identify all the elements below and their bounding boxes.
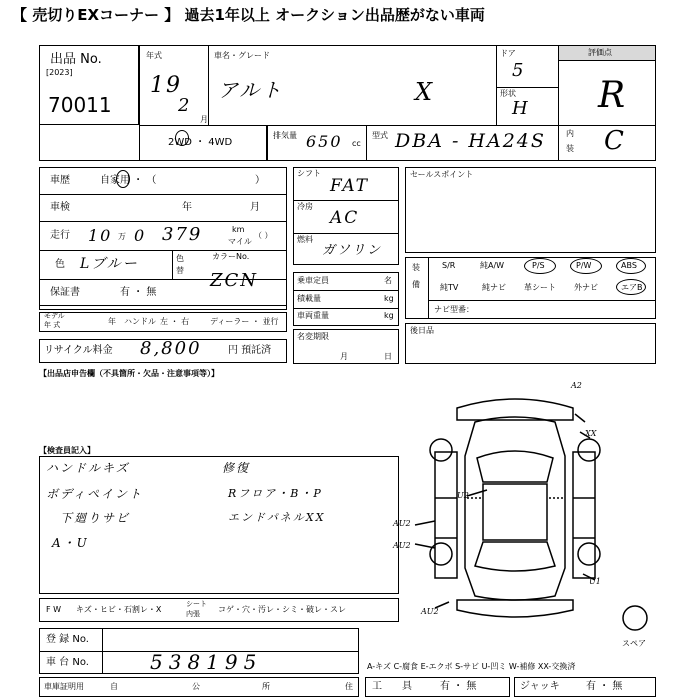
handle-label: ハンドル <box>124 317 156 326</box>
car-name: アルト <box>218 78 284 102</box>
capacity-label: 乗車定員 <box>297 276 329 285</box>
inspector-note: ボディペイント <box>46 487 144 501</box>
damage-mark: AU2 <box>393 519 411 528</box>
damage-mark: A2 <box>571 381 582 390</box>
inspector-note: エンドパネルXX <box>228 511 326 524</box>
recycle-unit: 円 預託済 <box>228 345 272 356</box>
damage-mark: XX <box>585 429 597 438</box>
damage-legend: A-キズ C-腐食 E-エクボ S-サビ U-凹ミ W-補修 XX-交換済 <box>367 662 576 671</box>
inspector-note: 修復 <box>222 461 251 475</box>
model-year-label-1: モデル <box>44 312 65 320</box>
weight-unit: kg <box>384 311 394 320</box>
shape-value: H <box>512 98 530 119</box>
tools-value: 有 ・ 無 <box>440 681 477 692</box>
mileage-value: 0 <box>134 226 147 245</box>
mileage-label: 走行 <box>50 230 70 241</box>
mileage-rest: 379 <box>162 224 203 245</box>
header-banner <box>0 0 700 30</box>
inspector-note: 下廻りサビ <box>60 511 131 525</box>
inspector-label: 【検査員記入】 <box>39 446 95 455</box>
fuel-value: ガソリン <box>322 243 383 258</box>
jack-label: ジャッキ <box>520 681 560 692</box>
capacity-unit: 名 <box>384 276 392 285</box>
fw-items: キズ・ヒビ・石割レ・X <box>76 605 162 614</box>
model-year-label-2: 年 式 <box>44 321 61 329</box>
color-no-label: カラーNo. <box>212 252 250 261</box>
equip-tv: 純TV <box>440 283 459 292</box>
interior-value: C <box>604 126 626 156</box>
inspector-notes-box <box>39 456 399 594</box>
seat-items: コゲ・穴・汚レ・シミ・破レ・スレ <box>218 605 346 614</box>
equip-alloy: 純A/W <box>480 261 505 270</box>
registration-deadline-month: 月 <box>340 352 348 361</box>
model-value: DBA - HA24S <box>395 130 546 152</box>
interior-label-2: 装 <box>566 144 574 153</box>
equip-sr: S/R <box>442 261 456 270</box>
mileage-unit-mile: マイル <box>228 237 252 246</box>
lot-number: 70011 <box>48 93 112 117</box>
ac-value: AC <box>330 208 360 228</box>
color-no-value: ZCN <box>210 270 259 291</box>
inspector-note: Rフロア・B・P <box>228 487 323 500</box>
ac-label: 冷房 <box>297 202 313 211</box>
jack-value: 有 ・ 無 <box>586 681 623 692</box>
dealer-options: ディーラー ・ 並行 <box>210 317 279 326</box>
damage-mark: U1 <box>589 577 601 586</box>
displacement-value: 650 <box>306 132 343 151</box>
seat-label-2: 内張 <box>186 610 200 618</box>
model-label: 型式 <box>372 131 388 140</box>
registration-deadline-label: 名変期限 <box>297 332 329 341</box>
later-items-label: 後日品 <box>410 326 434 335</box>
damage-mark: AU2 <box>421 607 439 616</box>
equip-navi: 純ナビ <box>482 283 506 292</box>
chassis-value: 538195 <box>150 650 263 674</box>
mileage-man-unit: 万 <box>118 232 126 241</box>
lot-year: [2023] <box>46 68 73 77</box>
year-month-unit: 月 <box>200 115 208 124</box>
cert-char: 公 <box>192 682 200 691</box>
load-label: 積載量 <box>297 294 321 303</box>
interior-label-1: 内 <box>566 129 574 138</box>
equip-ps: P/S <box>532 261 545 270</box>
fuel-label: 燃料 <box>297 235 313 244</box>
registration-deadline-day: 日 <box>384 352 392 361</box>
cert-char: 所 <box>262 682 270 691</box>
drive-options: 2WD ・ 4WD <box>168 137 233 148</box>
garage-cert-label: 車庫証明用 <box>44 682 84 691</box>
shape-label: 形状 <box>500 89 516 98</box>
mileage-paren: （ ） <box>254 231 273 240</box>
year-label: 年式 <box>146 51 162 60</box>
color-value: Lブルー <box>80 256 139 272</box>
score-label: 評価点 <box>588 48 612 57</box>
warranty-label: 保証書 <box>50 287 80 298</box>
tools-label: 工 具 <box>372 681 412 692</box>
handle-options: 左 ・ 右 <box>160 317 190 326</box>
mileage-unit-km: km <box>232 225 245 234</box>
doors-value: 5 <box>512 60 526 81</box>
navi-model: ナビ型番： <box>434 305 474 314</box>
inspector-note: ハンドルキズ <box>46 461 130 475</box>
inspection-month: 月 <box>250 202 260 213</box>
chassis-label: 車 台 No. <box>46 657 89 668</box>
equip-airbag: エアB <box>621 283 643 292</box>
color-change-2: 替 <box>176 266 184 275</box>
sales-point-box <box>405 167 656 253</box>
damage-mark: AU2 <box>393 541 411 550</box>
later-items-box <box>405 323 656 364</box>
history-close: ） <box>255 175 265 186</box>
displacement-label: 排気量 <box>273 131 297 140</box>
load-unit: kg <box>384 294 394 303</box>
car-damage-diagram <box>393 378 700 638</box>
cert-char: 自 <box>110 682 118 691</box>
color-label: 色 <box>55 259 65 270</box>
shift-label: シフト <box>297 169 321 178</box>
recycle-value: 8,800 <box>140 338 202 359</box>
equip-ext-navi: 外ナビ <box>574 283 598 292</box>
displacement-unit: cc <box>352 139 361 148</box>
year-value: 19 <box>150 73 182 98</box>
warranty-value: 有 ・ 無 <box>120 287 157 298</box>
mileage-man: 10 <box>88 226 113 245</box>
weight-label: 車両重量 <box>297 311 329 320</box>
seat-label-1: シート <box>186 600 207 608</box>
history-circle <box>116 170 130 188</box>
shift-value: FAT <box>330 176 370 196</box>
spare-label: スペア <box>622 639 646 648</box>
equip-pw: P/W <box>576 261 592 270</box>
score-value: R <box>598 75 628 116</box>
car-grade: X <box>415 78 435 106</box>
lot-label: 出品 No. <box>50 52 102 67</box>
equip-leather: 革シート <box>524 283 556 292</box>
damage-mark: U2 <box>457 491 469 500</box>
recycle-label: リサイクル料金 <box>44 345 113 356</box>
fw-label: F W <box>46 605 62 614</box>
history-value: 自家用 ・ （ <box>100 175 157 186</box>
equipment-label-2: 備 <box>412 280 420 289</box>
declaration-label: 【出品店申告欄（不具箇所・欠品・注意事項等）】 <box>39 369 219 378</box>
banner-title: 【 売切りEXコーナー 】 過去1年以上 オークション出品歴がない車両 <box>12 6 485 24</box>
model-year-unit: 年 <box>108 317 116 326</box>
equip-abs: ABS <box>621 261 637 270</box>
color-change-1: 色 <box>176 254 184 263</box>
sales-point-label: セールスポイント <box>410 170 474 179</box>
inspection-label: 車検 <box>50 202 70 213</box>
inspector-note: A・U <box>52 536 89 550</box>
inspection-year: 年 <box>182 202 192 213</box>
car-label: 車名・グレード <box>214 51 270 60</box>
history-label: 車歴 <box>50 175 70 186</box>
reg-no-label: 登 録 No. <box>46 634 89 645</box>
cert-char: 住 <box>345 682 353 691</box>
year-month: 2 <box>178 95 192 116</box>
doors-label: ドア <box>500 49 516 58</box>
equipment-label-1: 装 <box>412 263 420 272</box>
